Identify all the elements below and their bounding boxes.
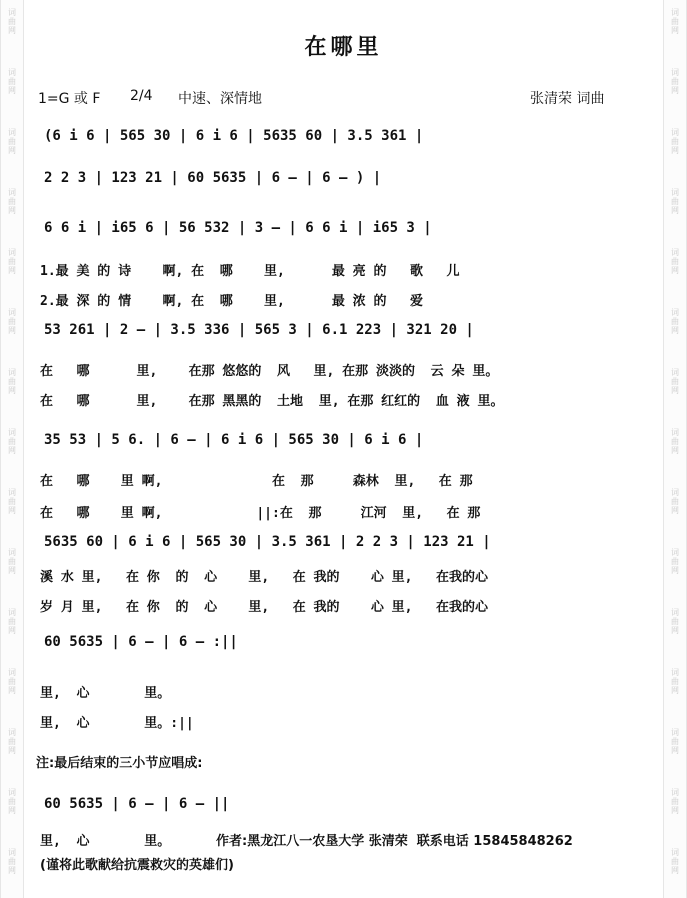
watermark-mark: 词 曲 网	[8, 608, 16, 635]
watermark-mark: 词 曲 网	[671, 548, 679, 575]
watermark-mark: 词 曲 网	[671, 848, 679, 875]
dedication: (谨将此歌献给抗震救灾的英雄们)	[40, 858, 234, 873]
credits: 张清荣 词曲	[530, 91, 605, 107]
watermark-mark: 词 曲 网	[671, 668, 679, 695]
watermark-mark: 词 曲 网	[8, 488, 16, 515]
lyric-verse1-c: 在 哪 里 啊, 在 那 森林 里, 在 那	[40, 474, 473, 489]
watermark-mark: 词 曲 网	[8, 848, 16, 875]
watermark-mark: 词 曲 网	[8, 68, 16, 95]
watermark-mark: 词 曲 网	[8, 248, 16, 275]
watermark-mark: 词 曲 网	[671, 188, 679, 215]
key-signature: 1=G 或 F	[38, 91, 101, 107]
tempo-marking: 中速、深情地	[178, 91, 262, 107]
watermark-mark: 词 曲 网	[671, 368, 679, 395]
lyric-verse1-a: 1.最 美 的 诗 啊, 在 哪 里, 最 亮 的 歌 儿	[40, 264, 460, 279]
score-line-3: 6 6 i | i65 6 | 56 532 | 3 — | 6 6 i | i65 3 |	[44, 220, 432, 236]
lyric-ending: 里, 心 里。	[40, 834, 171, 849]
watermark-mark: 词 曲 网	[671, 68, 679, 95]
lyric-verse2-b: 在 哪 里, 在那 黑黑的 土地 里, 在那 红红的 血 液 里。	[40, 394, 504, 409]
watermark-mark: 词 曲 网	[671, 728, 679, 755]
watermark-mark: 词 曲 网	[8, 308, 16, 335]
left-watermark-strip	[0, 0, 24, 898]
lyric-verse1-e: 里, 心 里。	[40, 686, 171, 701]
lyric-verse1-b: 在 哪 里, 在那 悠悠的 风 里, 在那 淡淡的 云 朵 里。	[40, 364, 499, 379]
score-line-1: (6 i 6 | 565 30 | 6 i 6 | 5635 60 | 3.5 361 |	[44, 128, 424, 144]
watermark-mark: 词 曲 网	[671, 128, 679, 155]
watermark-mark: 词 曲 网	[8, 788, 16, 815]
watermark-mark: 词 曲 网	[8, 728, 16, 755]
lyric-verse2-a: 2.最 深 的 情 啊, 在 哪 里, 最 浓 的 爱	[40, 294, 423, 309]
watermark-mark: 词 曲 网	[8, 668, 16, 695]
watermark-mark: 词 曲 网	[8, 548, 16, 575]
score-line-2: 2 2 3 | 123 21 | 60 5635 | 6 — | 6 — ) |	[44, 170, 382, 186]
watermark-mark: 词 曲 网	[671, 308, 679, 335]
watermark-mark: 词 曲 网	[8, 188, 16, 215]
watermark-mark: 词 曲 网	[671, 608, 679, 635]
watermark-mark: 词 曲 网	[671, 428, 679, 455]
author-line: 作者:黑龙江八一农垦大学 张清荣 联系电话 15845848262	[216, 834, 573, 849]
watermark-mark: 词 曲 网	[671, 248, 679, 275]
lyric-verse2-d: 岁 月 里, 在 你 的 心 里, 在 我的 心 里, 在我的心	[40, 600, 488, 615]
score-line-5: 35 53 | 5 6. | 6 — | 6 i 6 | 565 30 | 6 i 6 |	[44, 432, 424, 448]
watermark-mark: 词 曲 网	[8, 428, 16, 455]
score-line-ending: 60 5635 | 6 — | 6 — ||	[44, 796, 230, 812]
watermark-mark: 词 曲 网	[671, 488, 679, 515]
lyric-verse2-c: 在 哪 里 啊, ||:在 那 江河 里, 在 那	[40, 506, 481, 521]
watermark-mark: 词 曲 网	[671, 8, 679, 35]
score-line-6: 5635 60 | 6 i 6 | 565 30 | 3.5 361 | 2 2 3 | 123 21 |	[44, 534, 491, 550]
score-line-4: 53 261 | 2 — | 3.5 336 | 565 3 | 6.1 223 | 321 20 |	[44, 322, 474, 338]
ending-note: 注:最后结束的三小节应唱成:	[36, 756, 203, 771]
lyric-verse1-d: 溪 水 里, 在 你 的 心 里, 在 我的 心 里, 在我的心	[40, 570, 488, 585]
song-title: 在哪里	[304, 35, 383, 60]
score-line-7: 60 5635 | 6 — | 6 — :||	[44, 634, 238, 650]
watermark-mark: 词 曲 网	[8, 368, 16, 395]
watermark-mark: 词 曲 网	[8, 128, 16, 155]
right-watermark-strip	[663, 0, 687, 898]
lyric-verse2-e: 里, 心 里。:||	[40, 716, 194, 731]
watermark-mark: 词 曲 网	[671, 788, 679, 815]
time-signature: 2/4	[130, 88, 153, 104]
watermark-mark: 词 曲 网	[8, 8, 16, 35]
